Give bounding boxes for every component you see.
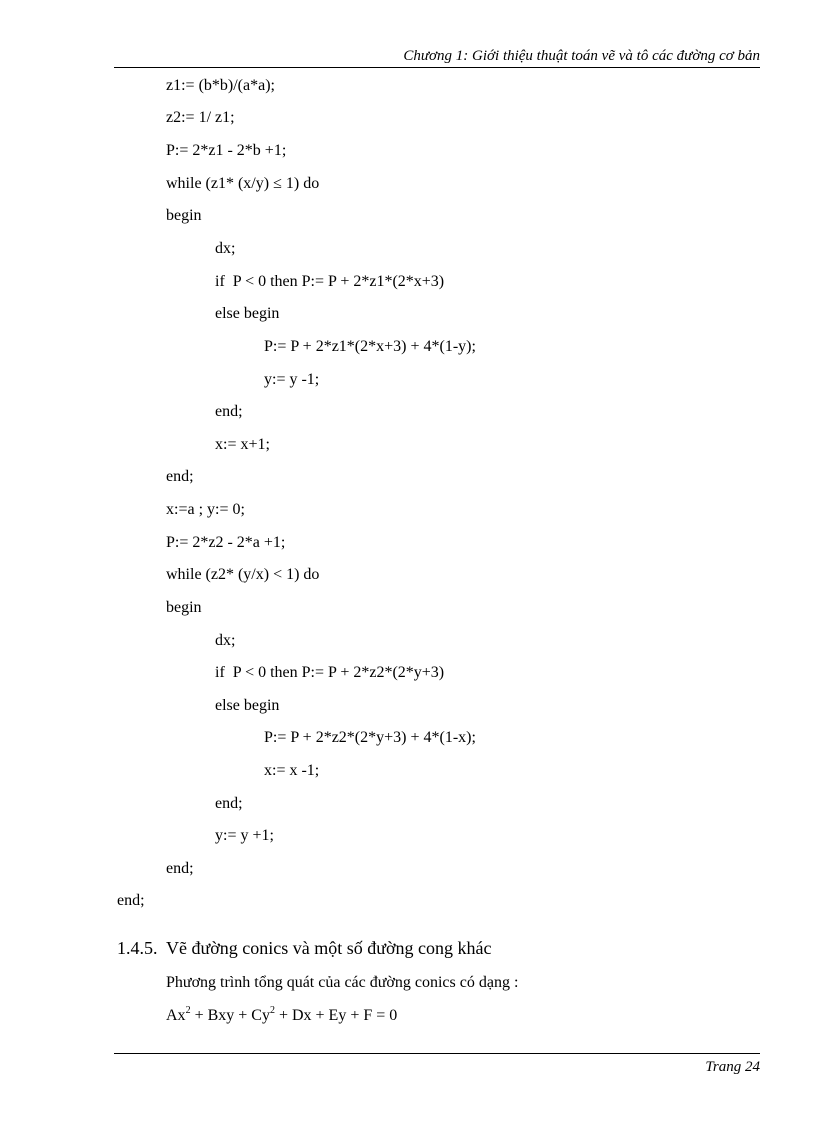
equation-term: + Bxy + Cy	[190, 1007, 270, 1024]
code-line: begin	[166, 599, 202, 616]
page-number: Trang 24	[705, 1059, 760, 1075]
section-number: 1.4.5.	[117, 938, 158, 958]
code-line: P:= 2*z1 - 2*b +1;	[166, 142, 287, 159]
code-line: P:= P + 2*z2*(2*y+3) + 4*(1-x);	[264, 729, 476, 746]
equation-exponent: 2	[269, 1005, 275, 1016]
code-line: z2:= 1/ z1;	[166, 109, 235, 126]
code-line: P:= 2*z2 - 2*a +1;	[166, 534, 286, 551]
code-line: end;	[166, 468, 194, 485]
code-line: if P < 0 then P:= P + 2*z2*(2*y+3)	[215, 664, 445, 681]
code-line: if P < 0 then P:= P + 2*z1*(2*x+3)	[215, 273, 445, 290]
code-line: x:=a ; y:= 0;	[166, 501, 245, 518]
code-line: x:= x+1;	[215, 436, 270, 453]
code-line: z1:= (b*b)/(a*a);	[166, 77, 275, 94]
conic-equation	[166, 1006, 397, 1026]
footer-rule	[114, 1053, 760, 1054]
paragraph: Phương trình tổng quát của các đường conics có dạng :	[166, 974, 519, 991]
code-line: dx;	[215, 240, 236, 257]
code-line: end;	[166, 860, 194, 877]
equation-term: Ax	[166, 1007, 186, 1024]
code-line: end;	[215, 403, 243, 420]
code-line: y:= y +1;	[215, 827, 274, 844]
code-line: x:= x -1;	[264, 762, 320, 779]
running-header: Chương 1: Giới thiệu thuật toán vẽ và tô các đường cơ bản	[403, 48, 760, 64]
equation-term: + Dx + Ey + F = 0	[274, 1007, 398, 1024]
equation-exponent: 2	[185, 1005, 191, 1016]
header-rule	[114, 67, 760, 68]
code-line: end;	[117, 892, 145, 909]
code-line: while (z1* (x/y) ≤ 1) do	[166, 175, 320, 192]
code-line: end;	[215, 795, 243, 812]
code-line: else begin	[215, 697, 280, 714]
code-line: y:= y -1;	[264, 371, 320, 388]
code-line: P:= P + 2*z1*(2*x+3) + 4*(1-y);	[264, 338, 476, 355]
section-heading	[117, 937, 492, 959]
code-line: else begin	[215, 305, 280, 322]
section-title: Vẽ đường conics và một số đường cong khác	[166, 938, 492, 958]
code-line: begin	[166, 207, 202, 224]
code-line: while (z2* (y/x) < 1) do	[166, 566, 320, 583]
code-line: dx;	[215, 632, 236, 649]
